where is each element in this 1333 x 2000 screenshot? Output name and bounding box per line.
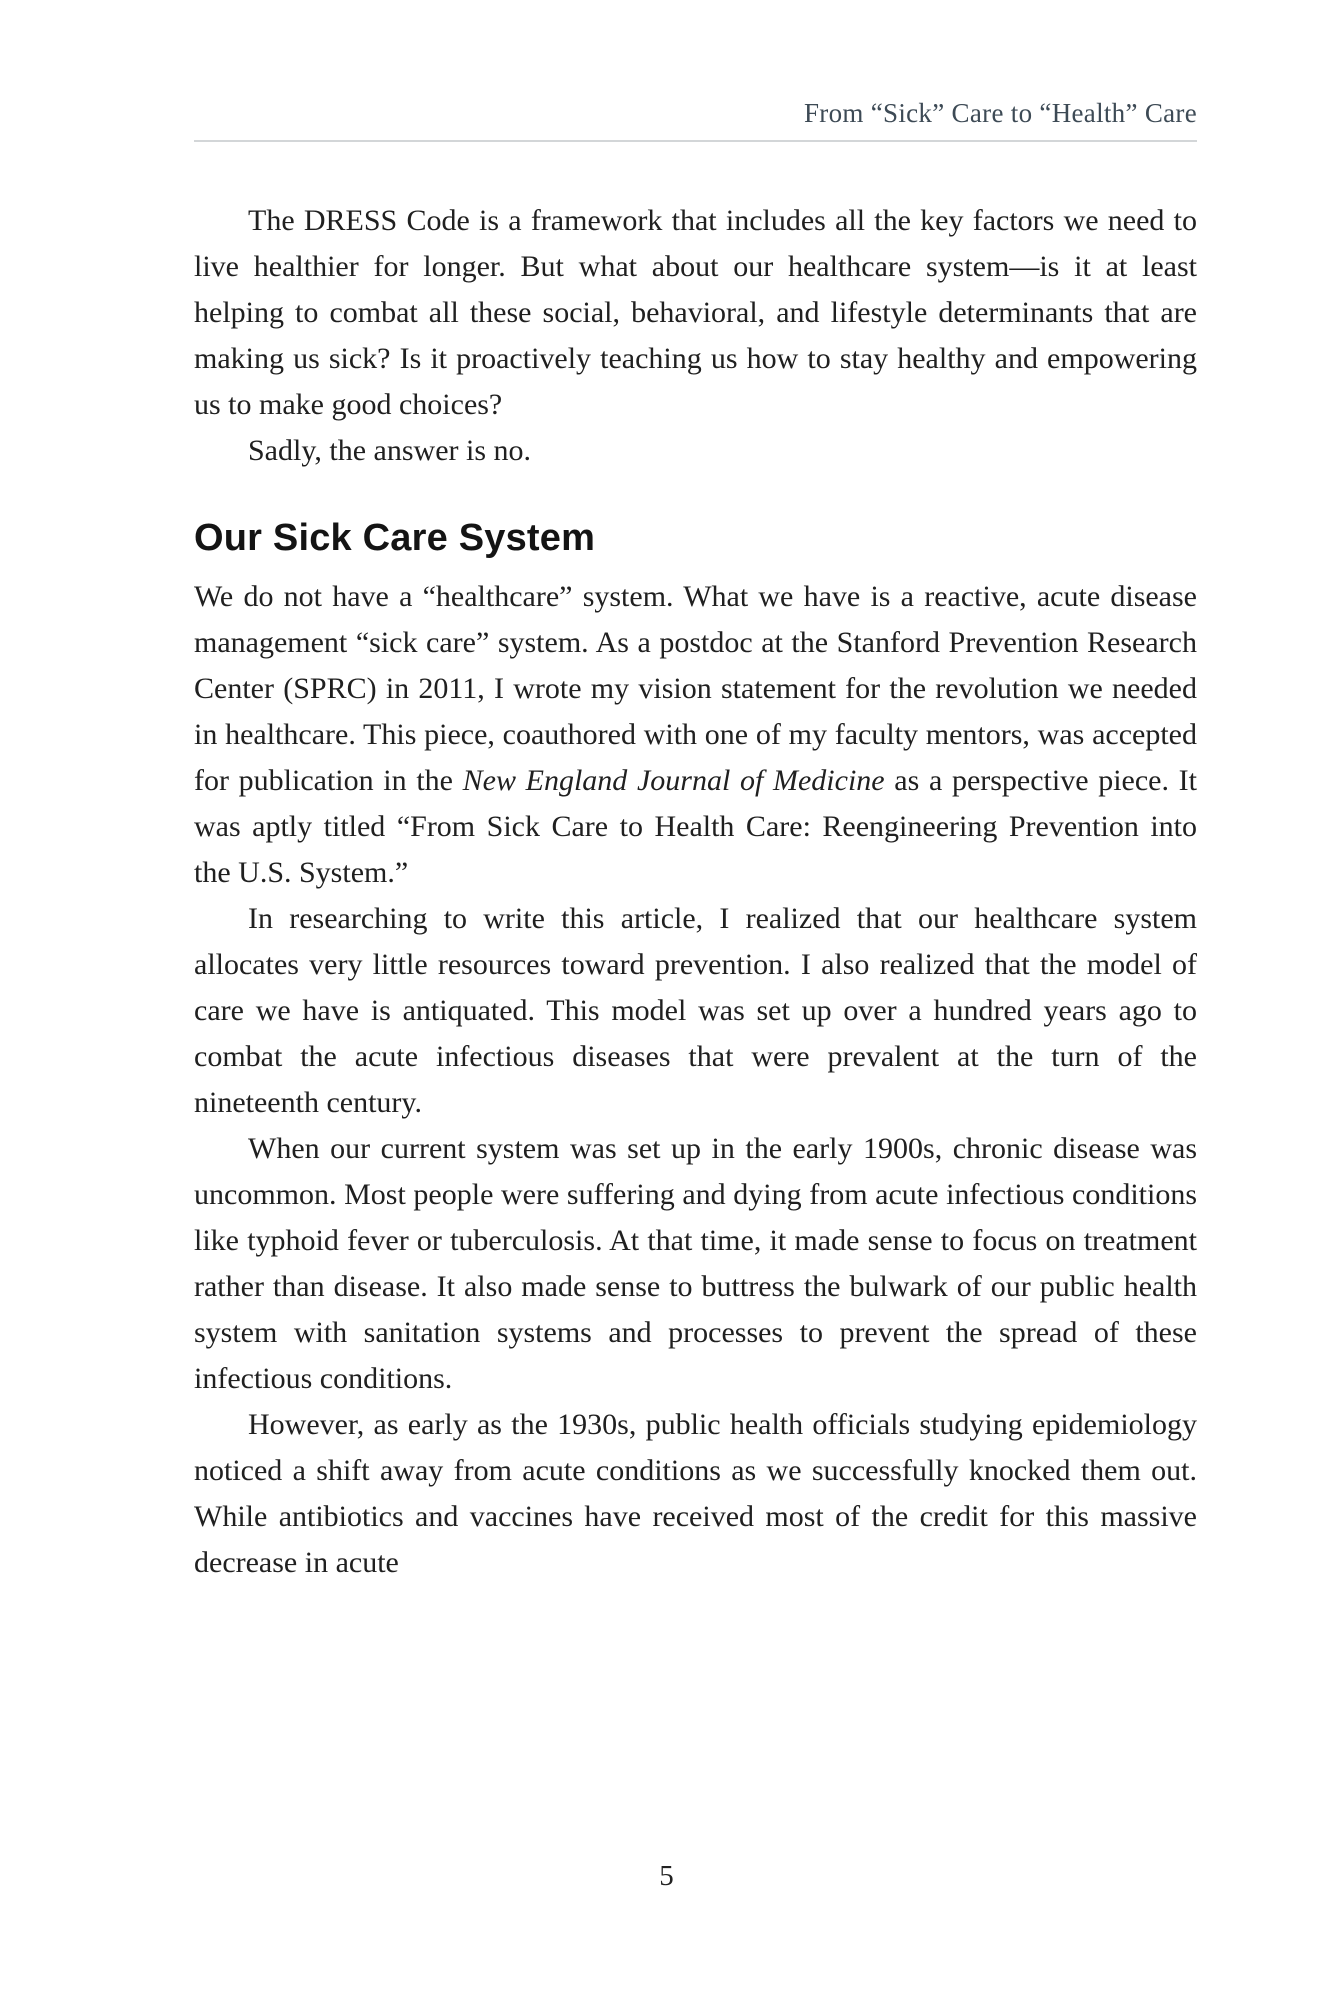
page-number: 5 — [659, 1860, 674, 1892]
journal-title-italic: New England Journal of Medicine — [462, 764, 885, 797]
page-content — [194, 198, 1197, 1586]
sadly-paragraph: Sadly, the answer is no. — [248, 434, 532, 467]
however-paragraph: However, as early as the 1930s, public health officials studying epidemiology noticed a shift away from acute conditions as we successfully knocked them out. While antibiotics and vaccines have received most of the credit for this massive decrease in acute — [194, 1408, 1197, 1579]
intro-paragraph: The DRESS Code is a framework that includes all the key factors we need to live healthier for longer. But what about our healthcare system—is it at least helping to combat all these social, behavioral, and lifestyle determinants that are making us sick? Is it proactively teaching us how to stay healthy and empowering us to make good choices? — [194, 204, 1197, 421]
sick-care-paragraph — [194, 574, 1197, 896]
sick-care-paragraph-text-post: as a perspective piece. It was aptly titled “From Sick Care to Health Care: Reengineering Prevention into the U.S. System.” — [194, 764, 1197, 889]
research-paragraph: In researching to write this article, I realized that our healthcare system allocates very little resources toward prevention. I also realized that the model of care we have is antiquated. This model was set up over a hundred years ago to combat the acute infectious diseases that were prevalent at the turn of the nineteenth century. — [194, 902, 1197, 1119]
page-footer — [0, 1860, 1333, 2000]
early-1900s-paragraph: When our current system was set up in the early 1900s, chronic disease was uncommon. Most people were suffering and dying from acute infectious conditions like typhoid fever or tuberculosis. At that time, it made sense to focus on treatment rather than disease. It also made sense to buttress the bulwark of our public health system with sanitation systems and processes to prevent the spread of these infectious conditions. — [194, 1132, 1197, 1395]
running-header-title: From “Sick” Care to “Health” Care — [803, 98, 1197, 128]
running-header — [194, 98, 1197, 142]
sick-care-paragraph-text-pre: We do not have a “healthcare” system. What we have is a reactive, acute disease management “sick care” system. As a postdoc at the Stanford Prevention Research Center (SPRC) in 2011, I wrote my vision statement for the revolution we needed in healthcare. This piece, coauthored with one of my faculty mentors, was accepted for publication in the — [194, 580, 1197, 797]
header-rule — [194, 140, 1197, 142]
section-heading: Our Sick Care System — [194, 517, 596, 559]
